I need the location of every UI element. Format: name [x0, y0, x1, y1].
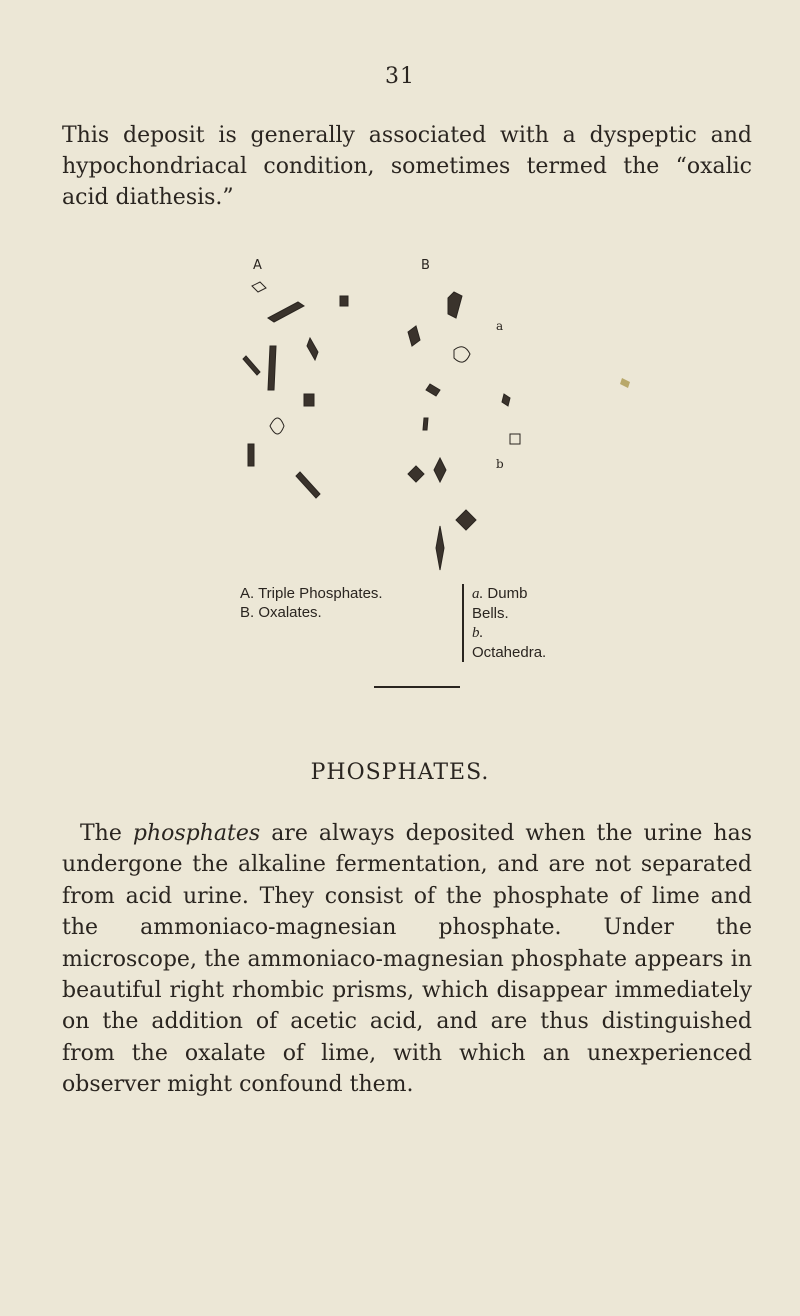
crystal-a8 — [248, 444, 254, 466]
crystal-b2 — [408, 326, 420, 346]
legend-triple-phosphates: A. Triple Phosphates. — [240, 585, 383, 602]
legend-dumb-bells: Dumb Bells. — [472, 585, 528, 622]
legend-left — [240, 584, 383, 622]
crystal-a7 — [304, 394, 314, 406]
legend-right — [462, 584, 560, 662]
crystal-b8 — [408, 466, 424, 482]
body-italic-term: phosphates — [132, 821, 261, 846]
crystal-a9 — [270, 418, 284, 434]
section-divider — [374, 686, 460, 688]
crystal-illustration — [240, 258, 680, 578]
crystal-a2 — [268, 302, 304, 322]
marker-a: a — [496, 319, 504, 333]
marker-b: b — [496, 457, 504, 471]
crystal-b6 — [423, 418, 428, 430]
crystal-a5 — [268, 346, 276, 390]
crystal-b1 — [448, 292, 462, 318]
crystal-a1 — [252, 282, 266, 292]
intro-paragraph: This deposit is generally associated with a dyspeptic and hypochondriacal condition, sometimes termed the “oxalic acid diathesis.” — [62, 123, 752, 210]
crystal-figure — [240, 258, 680, 578]
body-rest: are always deposited when the urine has undergone the alkaline fermentation, and are not separated from acid urine. They consist of the phosphate of lime and the ammoniaco-magnesian phosphate. Under the microscope, the ammoniaco-magnesian phosphate appears in beautiful right rhombic prisms, which disappear immediately on the addition of acetic acid, and are thus distinguished from the oxalate of lime, with which an unexperienced observer might confound them. — [62, 821, 752, 1098]
figure-legend — [240, 584, 560, 661]
section-title: PHOSPHATES. — [310, 760, 490, 785]
legend-dumb-bells-letter: a. — [472, 586, 484, 602]
crystal-a4 — [243, 356, 260, 375]
crystal-a3 — [340, 296, 348, 306]
legend-dumb-bells-row — [472, 584, 560, 623]
crystal-b3 — [454, 347, 470, 362]
legend-octahedra: Octahedra. — [472, 644, 547, 661]
crystal-b9 — [434, 458, 446, 482]
crystal-b11 — [456, 510, 476, 530]
crystal-a6 — [307, 338, 318, 360]
crystal-a10 — [296, 472, 320, 498]
legend-oxalates: B. Oxalates. — [240, 604, 322, 621]
legend-octahedra-row — [472, 623, 560, 662]
crystal-stain — [620, 378, 630, 388]
crystal-b7 — [510, 434, 520, 444]
body-paragraph — [62, 818, 752, 1101]
crystal-b10 — [436, 526, 444, 570]
body-lead: The — [80, 821, 122, 846]
crystal-b5 — [502, 394, 510, 406]
legend-octahedra-letter: b. — [472, 625, 484, 641]
figure-label-b: B — [421, 258, 430, 273]
figure-label-a: A — [253, 258, 262, 273]
page-number: 31 — [385, 64, 415, 89]
crystal-b4 — [426, 384, 440, 396]
